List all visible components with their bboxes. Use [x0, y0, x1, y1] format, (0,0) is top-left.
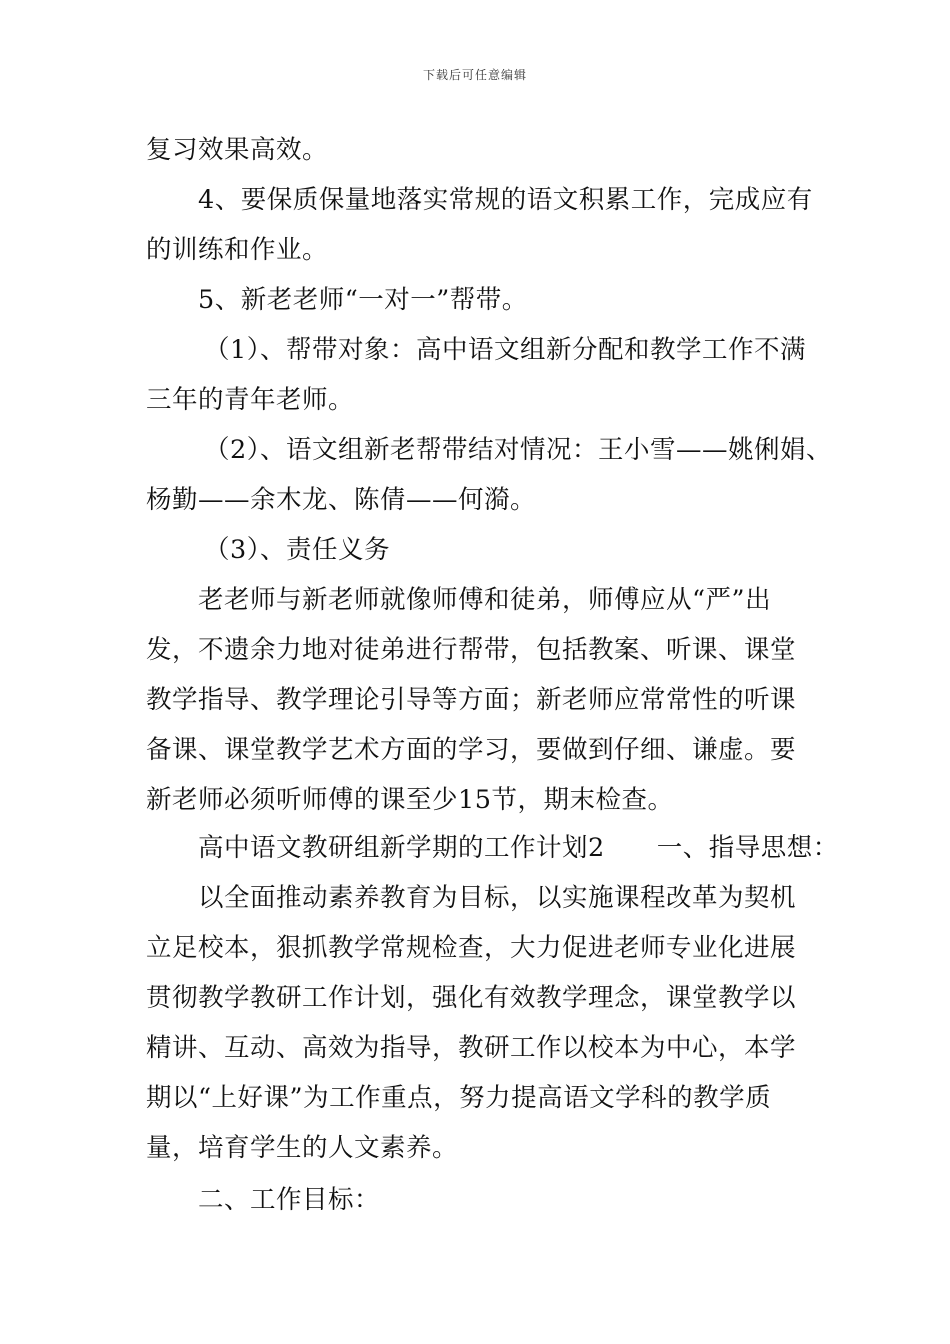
page-header: 下载后可任意编辑 — [422, 68, 527, 82]
text-line: 复习效果高效。 — [146, 135, 329, 165]
text-line: 二、工作目标： — [198, 1185, 381, 1215]
text-line: 量，培育学生的人文素养。 — [146, 1133, 459, 1163]
text-line: 老老师与新老师就像师傅和徒弟，师傅应从“严”出 — [198, 585, 772, 615]
text-line: 新老师必须听师傅的课至少15节，期末检查。 — [146, 785, 674, 815]
text-line: 高中语文教研组新学期的工作计划2 一、指导思想： — [198, 833, 839, 863]
text-line: 期以“上好课”为工作重点，努力提高语文学科的教学质 — [146, 1083, 772, 1113]
text-line: 杨勤——余木龙、陈倩——何漪。 — [146, 485, 537, 515]
text-line: 以全面推动素养教育为目标，以实施课程改革为契机 — [198, 883, 797, 913]
text-line: 5、新老老师“一对一”帮带。 — [198, 285, 528, 315]
text-line: 发，不遗余力地对徒弟进行帮带，包括教案、听课、课堂 — [146, 635, 797, 665]
text-line: 备课、课堂教学艺术方面的学习，要做到仔细、谦虚。要 — [146, 735, 797, 765]
text-line: （1）、帮带对象：高中语文组新分配和教学工作不满 — [204, 335, 806, 365]
text-line: 贯彻教学教研工作计划，强化有效教学理念，课堂教学以 — [146, 983, 797, 1013]
text-line: （3）、责任义务 — [204, 535, 390, 565]
text-line: 精讲、互动、高效为指导，教研工作以校本为中心，本学 — [146, 1033, 797, 1063]
text-line: 教学指导、教学理论引导等方面；新老师应常常性的听课 — [146, 685, 797, 715]
text-line: （2）、语文组新老帮带结对情况：王小雪——姚俐娟、 — [204, 435, 832, 465]
text-line: 的训练和作业。 — [146, 235, 329, 265]
text-line: 三年的青年老师。 — [146, 385, 355, 415]
text-line: 4、要保质保量地落实常规的语文积累工作，完成应有 — [198, 185, 813, 215]
text-line: 立足校本，狠抓教学常规检查，大力促进老师专业化进展 — [146, 933, 797, 963]
